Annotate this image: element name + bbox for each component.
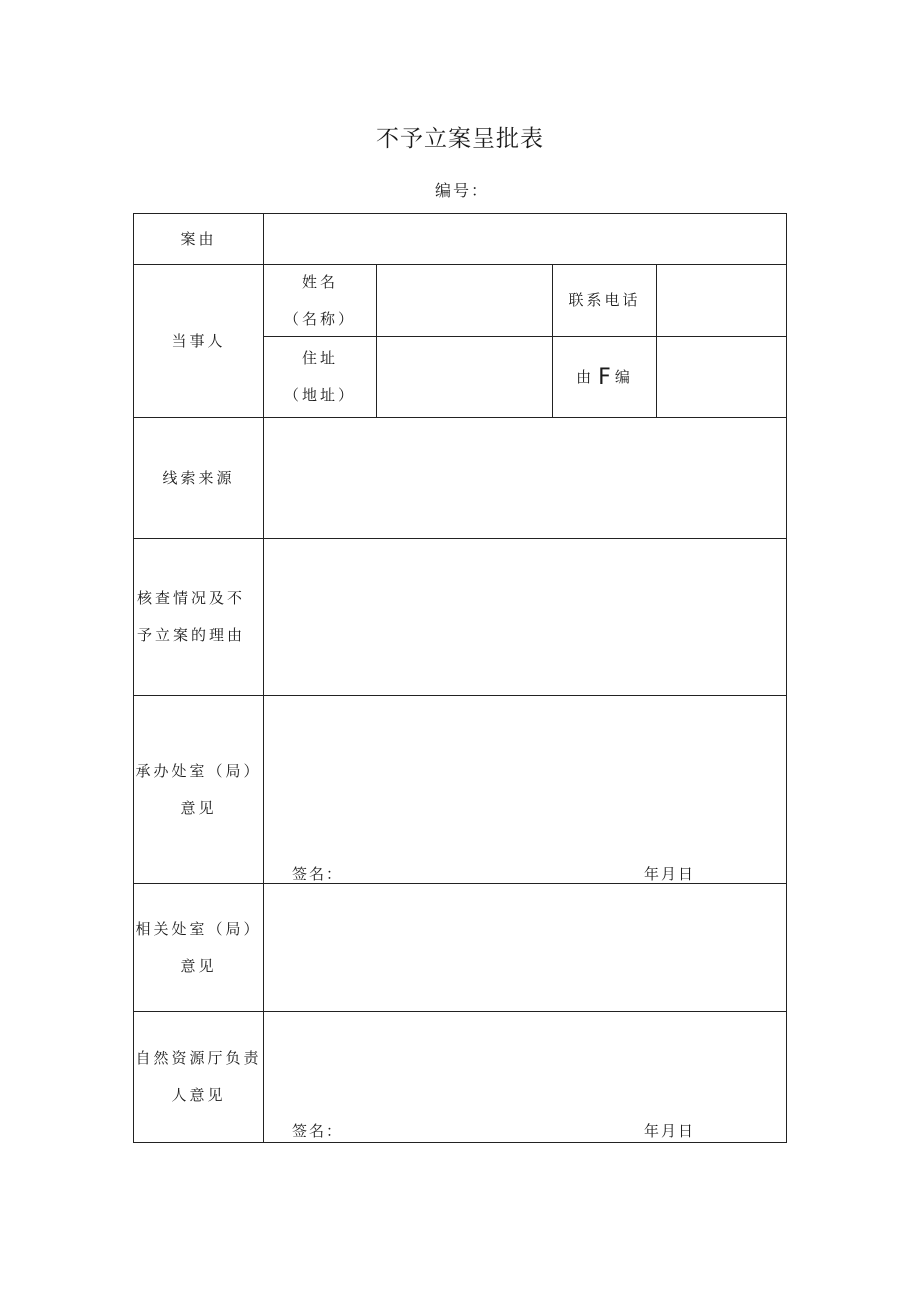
verification-label-line2: 予立案的理由 — [137, 626, 246, 644]
related-office-label-cell — [133, 883, 264, 1012]
handling-office-date-label: 年月日 — [644, 865, 696, 883]
department-head-label-line2: 人意见 — [171, 1086, 226, 1104]
case-cause-field[interactable] — [263, 213, 787, 265]
department-head-label-cell — [133, 1011, 264, 1143]
handling-office-label-line2: 意见 — [180, 798, 217, 817]
form-title: 不予立案呈批表 — [376, 126, 544, 152]
department-head-sign-label: 签名： — [292, 1122, 344, 1140]
department-head-label-line1: 自然资源厅负责 — [135, 1049, 262, 1067]
verification-field[interactable] — [263, 538, 787, 696]
postcode-label-part2: F — [598, 364, 611, 390]
name-label-line2: （名称） — [283, 309, 356, 328]
postcode-label-part3: 编 — [614, 367, 633, 386]
phone-field[interactable] — [656, 264, 787, 337]
handling-office-label-cell — [133, 695, 264, 884]
clue-source-label-cell — [133, 417, 264, 539]
department-head-date-label: 年月日 — [644, 1122, 696, 1140]
clue-source-field[interactable] — [263, 417, 787, 539]
party-label: 当事人 — [171, 331, 226, 350]
handling-office-sign-label: 签名： — [292, 865, 344, 883]
postcode-label-part1: 由 — [576, 367, 595, 386]
address-label-line2: （地址） — [283, 386, 356, 404]
case-cause-label: 案由 — [180, 229, 217, 248]
phone-label: 联系电话 — [568, 291, 641, 309]
party-label-cell — [133, 264, 264, 418]
related-office-label-line2: 意见 — [180, 956, 217, 975]
related-office-opinion-field[interactable] — [263, 883, 787, 1012]
handling-office-opinion-field[interactable] — [263, 695, 787, 884]
form-number-label: 编号： — [435, 181, 490, 200]
name-label-cell — [263, 264, 377, 337]
name-label-line1: 姓名 — [301, 272, 338, 291]
address-field[interactable] — [376, 336, 553, 418]
verification-label-line1: 核查情况及不 — [137, 589, 246, 607]
address-label-line1: 住址 — [301, 349, 338, 367]
approval-form-table — [133, 213, 787, 1143]
department-head-opinion-field[interactable] — [263, 1011, 787, 1143]
name-field[interactable] — [376, 264, 553, 337]
postcode-field[interactable] — [656, 336, 787, 418]
case-cause-label-cell — [133, 213, 264, 265]
handling-office-label-line1: 承办处室（局） — [135, 761, 262, 780]
verification-label-cell — [133, 538, 264, 696]
postcode-label-cell — [552, 336, 657, 418]
phone-label-cell — [552, 264, 657, 337]
related-office-label-line1: 相关处室（局） — [135, 919, 262, 938]
address-label-cell — [263, 336, 377, 418]
clue-source-label: 线索来源 — [162, 468, 235, 487]
